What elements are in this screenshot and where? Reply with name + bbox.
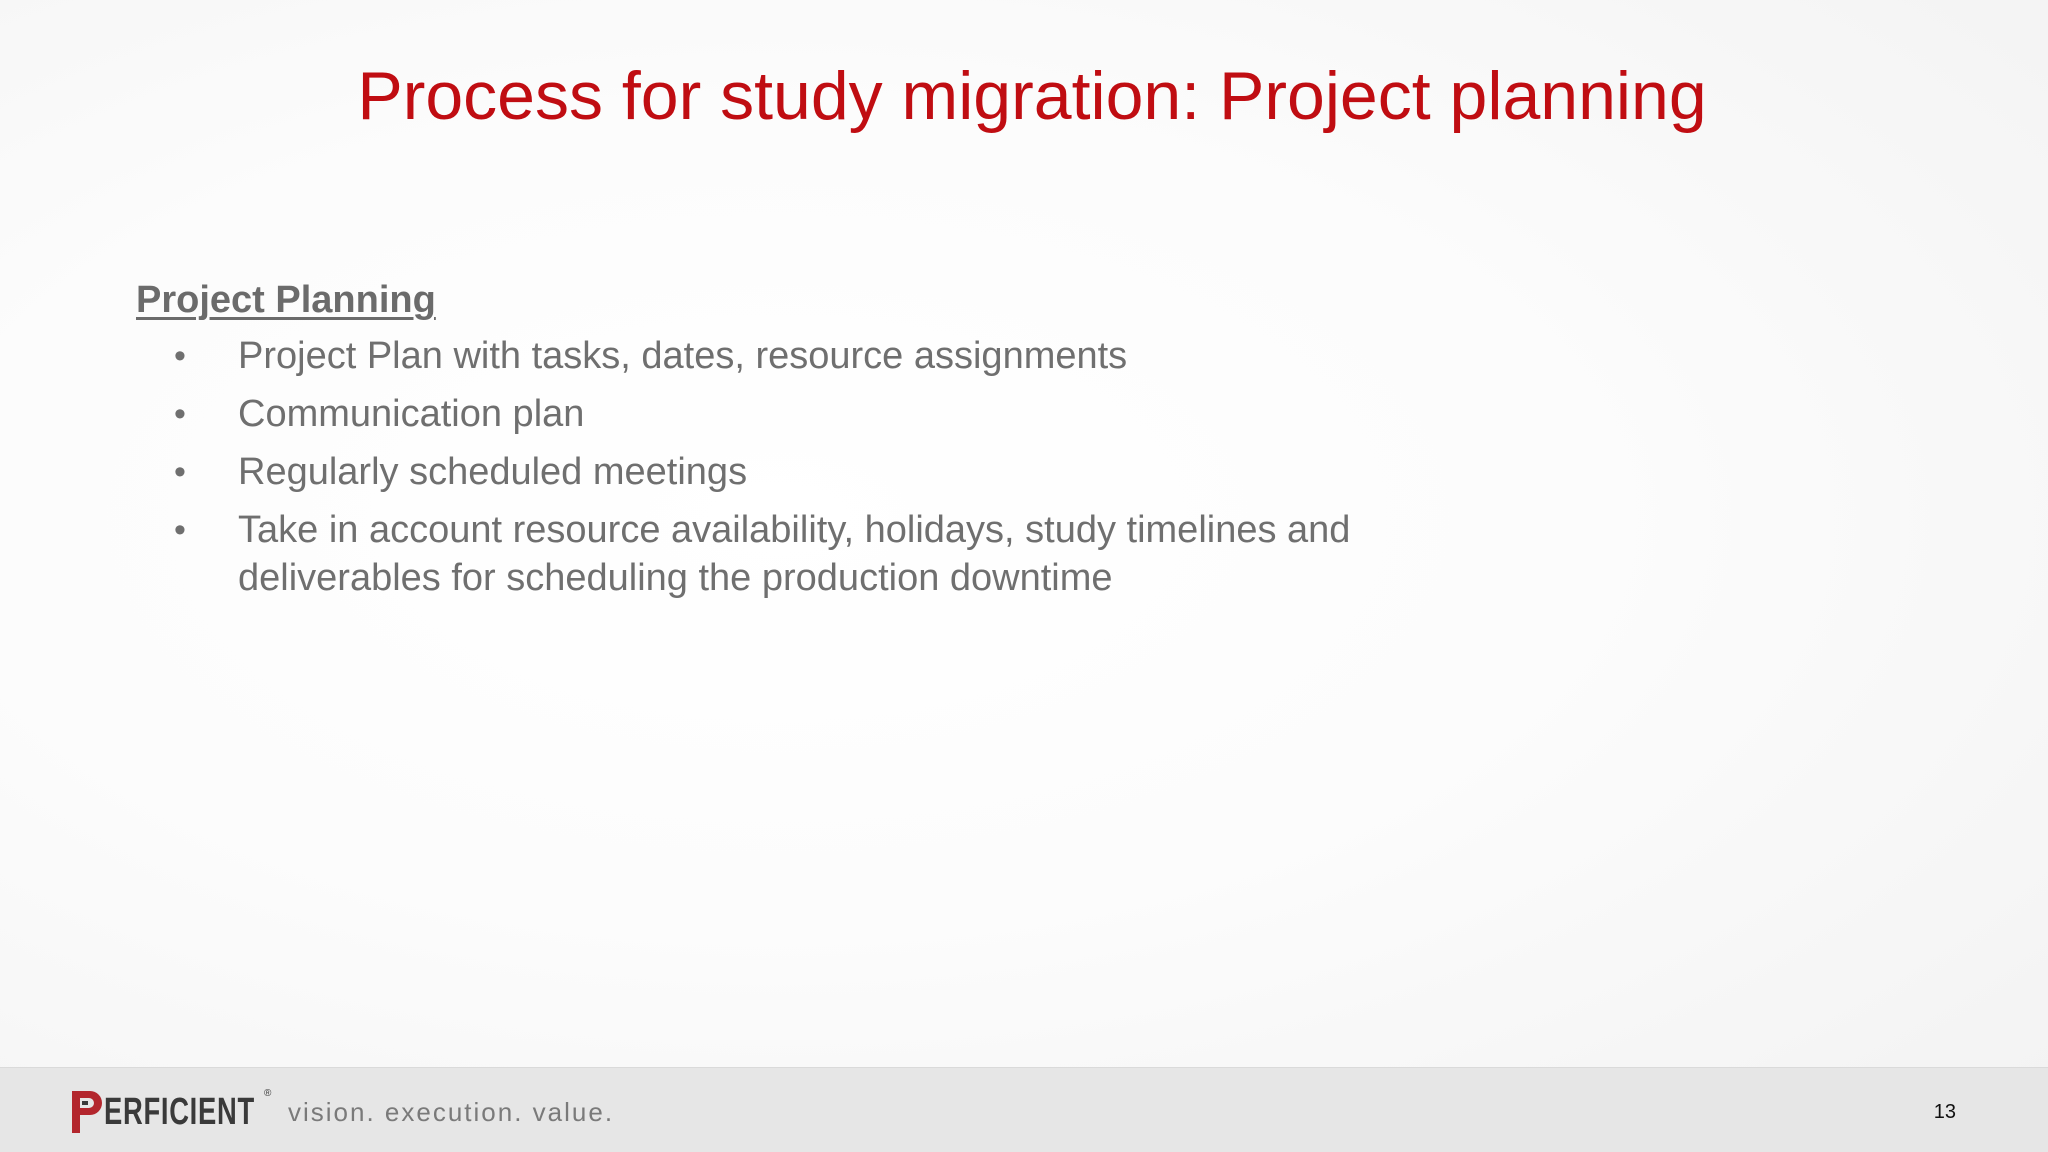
bullet-list — [136, 332, 1536, 602]
slide-title: Process for study migration: Project planning — [357, 58, 1707, 134]
logo-trademark: ® — [264, 1088, 272, 1099]
page-number: 13 — [1933, 1101, 1956, 1123]
perficient-logo — [68, 1088, 314, 1136]
bullet-item — [136, 506, 1536, 602]
logo-wordmark: ERFICIENT — [104, 1091, 255, 1133]
bullet-item — [136, 332, 1536, 380]
bullet-marker: • — [174, 453, 186, 491]
perficient-p-logo-icon — [68, 1089, 102, 1135]
bullet-text: Communication plan — [238, 393, 585, 435]
bullet-item — [136, 390, 1536, 438]
bullet-text: Regularly scheduled meetings — [238, 451, 748, 493]
slide-content — [136, 274, 1536, 612]
bullet-marker: • — [174, 395, 186, 433]
footer-tagline: vision. execution. value. — [288, 1097, 615, 1127]
bullet-marker: • — [174, 337, 186, 375]
footer-band — [0, 1067, 2048, 1152]
bullet-item — [136, 448, 1536, 496]
bullet-marker: • — [174, 511, 186, 549]
bullet-text: Take in account resource availability, holidays, study timelines and deliverables for scheduling the production downtime — [238, 509, 1351, 599]
bullet-text: Project Plan with tasks, dates, resource assignments — [238, 335, 1128, 377]
section-heading: Project Planning — [136, 279, 436, 321]
